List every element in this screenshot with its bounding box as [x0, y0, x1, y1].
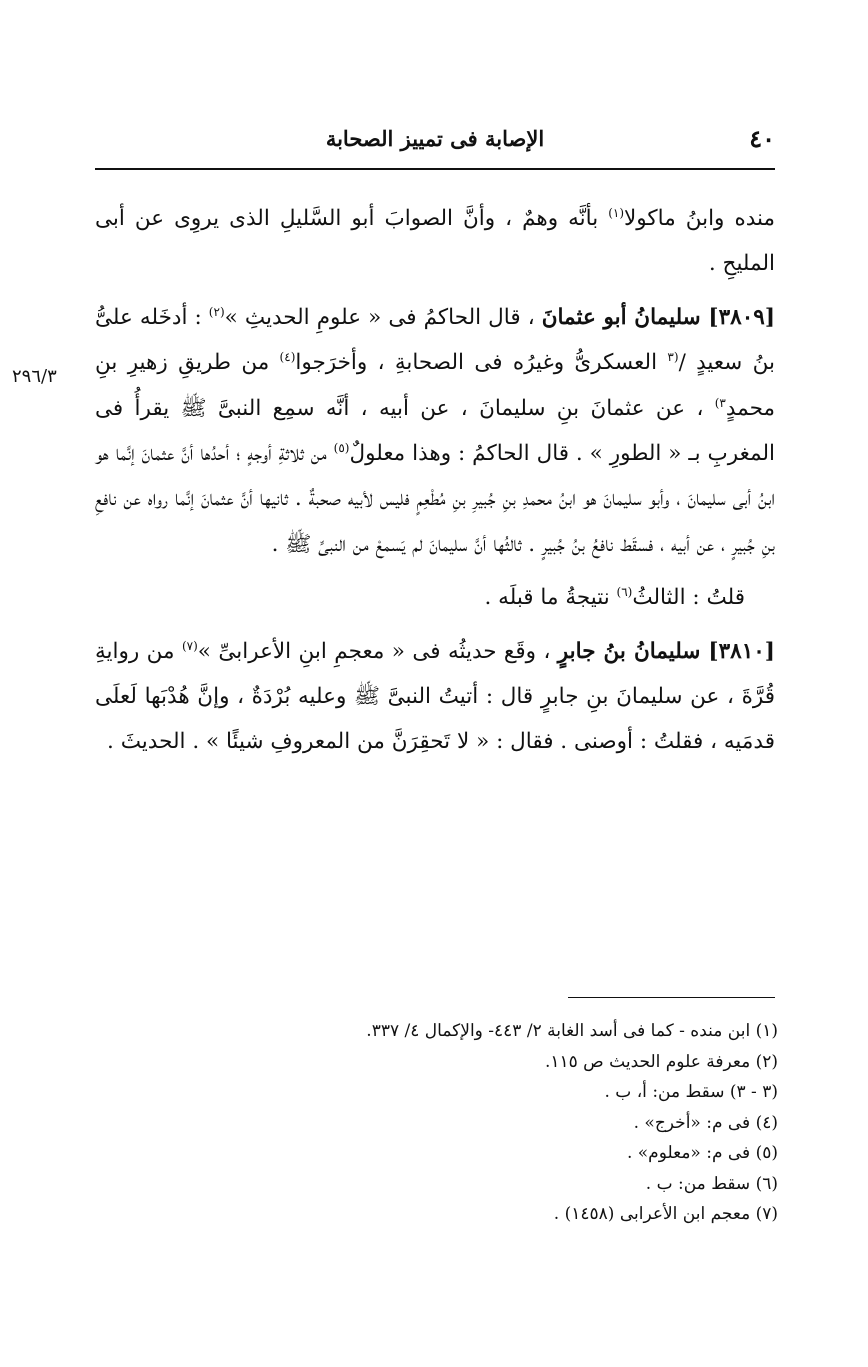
footnote-marker: (٦) — [616, 585, 633, 600]
footnote-marker: (٣ — [667, 350, 679, 365]
text-run: منده وابنُ ماكولا — [624, 206, 776, 231]
footnote: (١) ابن منده - كما فى أسد الغابة ٢/ ٤٤٣- والإكمال ٤/ ٣٣٧. — [366, 1021, 778, 1041]
entry-name: سليمانُ بنُ جابرٍ — [557, 638, 709, 664]
text-run: : أدخَله علىُّ بنُ سعيدٍ / — [95, 304, 775, 376]
footnote-marker: (٢) — [208, 304, 225, 319]
footnote-marker: (٧) — [181, 638, 198, 653]
footnote-rule — [568, 997, 775, 998]
header-rule — [95, 168, 775, 170]
main-text — [95, 196, 775, 765]
text-run: ، عن عثمانَ بنِ سليمانَ ، عن أبيه ، أنَّه سمِع النبىَّ ﷺ يقرأُ فى المغربِ بـ « الطورِ » . قال الحاكمُ : وهذا معلولٌ — [95, 395, 775, 467]
entry-3810 — [95, 629, 775, 765]
footnote-marker: (٤) — [279, 350, 296, 365]
footnote: (٦) سقط من: ب . — [645, 1173, 778, 1194]
text-run: نتيجةُ ما قبلَه . — [484, 585, 617, 611]
author-note — [95, 575, 775, 620]
entry-name: سليمانُ أبو عثمانَ — [541, 304, 709, 330]
footnote: (٣ - ٣) سقط من: أ، ب . — [604, 1082, 778, 1102]
text-run: بأنَّه وهمٌ ، وأنَّ الصوابَ أبو السَّليلِ الذى يروِى عن أبى المليحِ . — [95, 206, 775, 277]
entry-number: [٣٨٠٩] — [708, 304, 775, 330]
text-run: ، وقَع حديثُه فى « معجمِ ابنِ الأعرابىِّ » — [197, 638, 558, 664]
footnote-marker: (١) — [608, 205, 625, 220]
paragraph-continuation — [95, 196, 775, 287]
text-run: قلتُ : الثالثُ — [632, 585, 745, 611]
footnotes — [95, 1016, 778, 1230]
page-number: ٤٠ — [749, 124, 775, 153]
footnote: (٢) معرفة علوم الحديث ص ١١٥. — [544, 1051, 778, 1072]
footnote: (٥) فى م: «معلوم» . — [626, 1143, 778, 1163]
entry-number: [٣٨١٠] — [708, 638, 775, 664]
text-run: العسكرىُّ وغيرُه فى الصحابةِ ، وأخرَجوا — [295, 350, 668, 376]
page-header — [95, 124, 775, 170]
footnote: (٧) معجم ابن الأعرابى (١٤٥٨) . — [553, 1204, 778, 1224]
entry-3809 — [95, 295, 775, 567]
text-run: من ثلاثةِ أوجهٍ ؛ أحدُها أنَّ عثمانَ إنَّما هو ابنُ أبى سليمانَ ، وأبو سليمانَ هو ابنُ محمدِ بنِ جُبيرِ بنِ مُطْعِمٍ فليس لأبيه صحبةٌ . ثانيها أنَّ عثمانَ إنَّما رواه عن نافعِ بنِ جُبيرٍ ، عن أبيه ، فسقَط نافعُ بنُ جُبيرٍ . ثالثُها أنَّ سليمانَ لم يَسمعْ من النبىِّ ﷺ . — [95, 441, 775, 557]
running-title: الإصابة فى تمييز الصحابة — [325, 126, 545, 151]
text-run: من طريقِ زهيرِ بنِ محمدٍ — [95, 350, 775, 421]
margin-reference: ٢٩٦/٣ — [12, 366, 57, 387]
text-run: ، قال الحاكمُ فى « علومِ الحديثِ » — [224, 304, 542, 330]
text-run: من روايةِ قُرَّةَ ، عن سليمانَ بنِ جابرٍ قال : أتيتُ النبىَّ ﷺ وعليه بُرْدَةٌ ، وإنَّ هُدْبَها لَعلَى قدمَيه ، فقلتُ : أوصنى . فقال : « لا تَحقِرَنَّ من المعروفِ شيئًا » . الحديثَ . — [95, 638, 775, 755]
footnote: (٤) فى م: «أخرج» . — [633, 1112, 778, 1133]
footnote-marker: (٥) — [333, 440, 350, 455]
footnote-marker: ٣) — [714, 395, 726, 410]
